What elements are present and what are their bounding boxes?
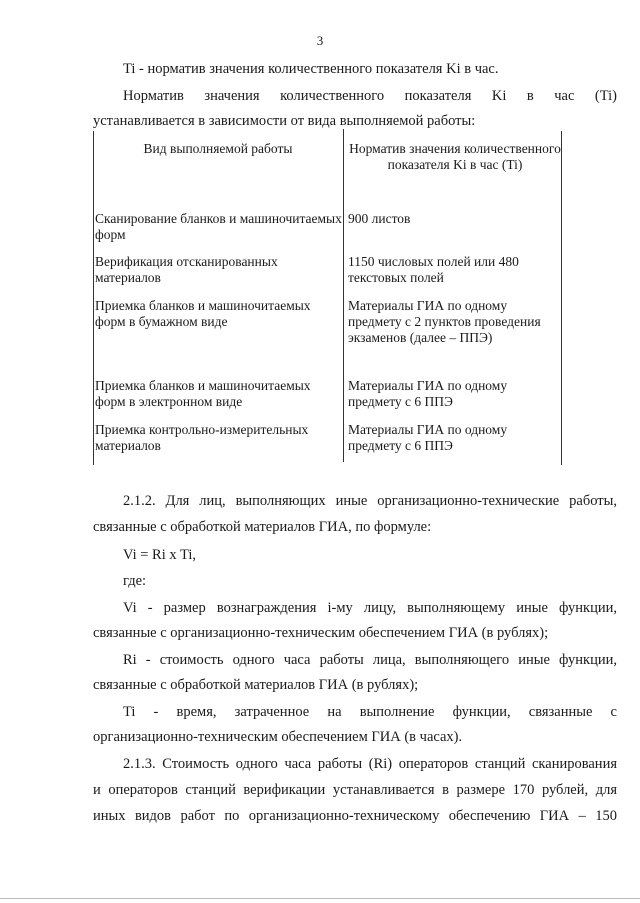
s213-line-1: 2.1.3. Стоимость одного часа работы (Ri) операторов станций сканирования [123, 756, 617, 772]
table-cell-work: Приемка бланков и машиночитаемых форм в бумажном виде [93, 298, 344, 378]
ti-line-1 [123, 703, 617, 721]
intro-word: Норматив [123, 88, 184, 104]
table-header-row [93, 129, 562, 211]
ri-line-2: связанные с обработкой материалов ГИА (в рублях); [93, 677, 419, 693]
intro-line-3: устанавливается в зависимости от вида выполняемой работы: [93, 113, 476, 129]
ti-word: с [610, 704, 617, 720]
table-cell-work: Приемка контрольно-измерительных материалов [93, 422, 344, 462]
ti-word: выполнение [359, 704, 435, 720]
table-cell-norm: 900 листов [348, 211, 411, 226]
ti-word: функции, [452, 704, 511, 720]
table-row [93, 211, 562, 254]
table-cell-norm: 1150 числовых полей или 480 текстовых полей [348, 254, 519, 285]
s212-line-1: 2.1.2. Для лиц, выполняющих иные организационно-технические работы, [123, 493, 617, 509]
table-cell-norm: Материалы ГИА по одному предмету с 6 ППЭ [348, 422, 508, 453]
ti-line-2: организационно-техническим обеспечением ГИА (в часах). [93, 729, 463, 745]
intro-line-1: Ti - норматив значения количественного показателя Ki в час. [123, 61, 499, 77]
table-header-norm: Норматив значения количественного показателя Ki в час (Ti) [349, 141, 561, 172]
intro-word: значения [204, 88, 260, 104]
ti-word: Ti [123, 704, 136, 720]
table-header-work: Вид выполняемой работы [93, 129, 344, 211]
ti-word: - [153, 704, 159, 720]
ti-word: затраченное [234, 704, 310, 720]
norm-table [93, 129, 562, 462]
vi-line-1: Vi - размер вознаграждения i-му лицу, выполняющему иные функции, [123, 600, 617, 616]
intro-word: показателя [404, 88, 472, 104]
ti-word: на [327, 704, 342, 720]
where-label: где: [123, 573, 147, 589]
ti-word: связанные [528, 704, 593, 720]
intro-word: в [526, 88, 534, 104]
page-number: 3 [316, 33, 324, 48]
intro-word: количественного [280, 88, 385, 104]
intro-word: час [554, 88, 575, 104]
table-cell-work: Сканирование бланков и машиночитаемых форм [93, 211, 344, 254]
formula: Vi = Ri x Ti, [123, 547, 196, 563]
intro-word: (Ti) [594, 88, 617, 104]
table-cell-norm: Материалы ГИА по одному предмету с 2 пунктов проведения экзаменов (далее – ППЭ) [348, 298, 541, 345]
table-cell-work: Приемка бланков и машиночитаемых форм в электронном виде [93, 378, 344, 422]
table-row [93, 378, 562, 422]
table-row [93, 422, 562, 462]
vi-line-2: связанные с организационно-техническим обеспечением ГИА (в рублях); [93, 625, 549, 641]
intro-word: Ki [491, 88, 507, 104]
table-row [93, 298, 562, 378]
table-cell-norm: Материалы ГИА по одному предмету с 6 ППЭ [348, 378, 508, 409]
scan-edge [0, 898, 640, 899]
intro-line-2 [123, 87, 617, 105]
s212-line-2: связанные с обработкой материалов ГИА, по формуле: [93, 519, 432, 535]
table-cell-work: Верификация отсканированных материалов [93, 254, 344, 298]
ti-word: время, [176, 704, 217, 720]
table-row [93, 254, 562, 298]
ri-line-1: Ri - стоимость одного часа работы лица, выполняющего иные функции, [123, 652, 617, 668]
s213-line-3: иных видов работ по организационно-техническому обеспечению ГИА – 150 [93, 808, 617, 824]
s213-line-2: и операторов станций верификации устанавливается в размере 170 рублей, для [93, 782, 617, 798]
